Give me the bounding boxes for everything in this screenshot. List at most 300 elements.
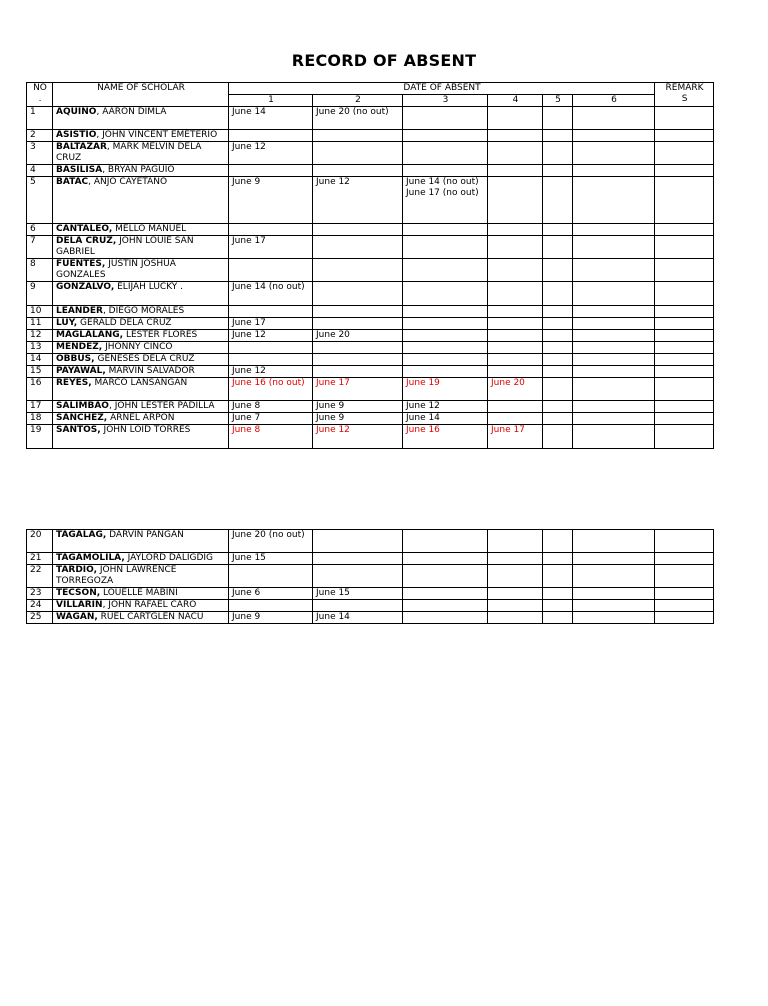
- scholar-first-name: JAYLORD DALIGDIG: [127, 553, 214, 563]
- table-row: [27, 366, 714, 378]
- absence-date-3: [403, 366, 488, 378]
- absence-date-4: [488, 342, 543, 354]
- absence-date-1: June 8: [229, 401, 313, 413]
- absence-date-1: June 15: [229, 553, 313, 565]
- absence-date-2: June 20: [313, 330, 403, 342]
- absence-date-3: June 19: [403, 378, 488, 401]
- absence-date-4: [488, 224, 543, 236]
- absence-date-1: [229, 306, 313, 318]
- scholar-last-name: WAGAN,: [56, 612, 98, 622]
- absence-date-5: [543, 282, 573, 306]
- absence-date-5: [543, 366, 573, 378]
- absence-date-6: [573, 378, 655, 401]
- scholar-last-name: PAYAWAL,: [56, 366, 106, 376]
- absence-date-2: [313, 165, 403, 177]
- scholar-name: [53, 425, 229, 449]
- absence-date-3: [403, 107, 488, 130]
- scholar-name: [53, 378, 229, 401]
- table-row: [27, 530, 714, 553]
- absence-date-1: [229, 224, 313, 236]
- absence-date-5: [543, 553, 573, 565]
- scholar-last-name: VILLARIN: [56, 600, 103, 610]
- scholar-name: [53, 530, 229, 553]
- scholar-last-name: BASILISA: [56, 165, 103, 175]
- absence-date-5: [543, 530, 573, 553]
- absence-date-4: [488, 588, 543, 600]
- absence-date-6: [573, 130, 655, 142]
- absence-date-6: [573, 425, 655, 449]
- table-row: [27, 413, 714, 425]
- remarks-cell: [655, 330, 714, 342]
- remarks-cell: [655, 530, 714, 553]
- absence-date-2: [313, 600, 403, 612]
- scholar-first-name: JOHN RAFAEL CARO: [108, 600, 197, 610]
- row-number: 15: [27, 366, 53, 378]
- scholar-name: [53, 366, 229, 378]
- absence-date-2: [313, 130, 403, 142]
- absence-date-3: [403, 600, 488, 612]
- absence-date-2: [313, 553, 403, 565]
- header-date-col-1: 1: [229, 95, 313, 107]
- absence-date-3: [403, 282, 488, 306]
- absence-date-2: [313, 236, 403, 259]
- absence-date-6: [573, 612, 655, 624]
- scholar-last-name: AQUINO: [56, 107, 97, 117]
- absence-date-5: [543, 565, 573, 588]
- absence-date-1: June 9: [229, 612, 313, 624]
- scholar-first-name: BRYAN PAGUIO: [107, 165, 175, 175]
- row-number: 9: [27, 282, 53, 306]
- scholar-first-name: LESTER FLORES: [125, 330, 198, 340]
- absence-date-5: [543, 107, 573, 130]
- scholar-first-name: JHONNY CINCO: [105, 342, 173, 352]
- absence-date-6: [573, 306, 655, 318]
- header-date-col-5: 5: [543, 95, 573, 107]
- scholar-name: [53, 565, 229, 588]
- absence-date-2: [313, 366, 403, 378]
- scholar-name: [53, 165, 229, 177]
- scholar-name: [53, 588, 229, 600]
- absence-date-3: [403, 612, 488, 624]
- absence-date-3: [403, 553, 488, 565]
- scholar-name: [53, 177, 229, 224]
- absence-date-4: [488, 130, 543, 142]
- absence-date-2: June 15: [313, 588, 403, 600]
- absence-date-1: [229, 259, 313, 282]
- table-row: [27, 565, 714, 588]
- remarks-cell: [655, 130, 714, 142]
- header-date-col-4: 4: [488, 95, 543, 107]
- absence-date-6: [573, 259, 655, 282]
- absence-date-2: June 9: [313, 413, 403, 425]
- absence-date-4: [488, 236, 543, 259]
- absence-date-5: [543, 236, 573, 259]
- absence-date-4: June 20: [488, 378, 543, 401]
- absence-date-5: [543, 259, 573, 282]
- remarks-cell: [655, 236, 714, 259]
- absence-table-continued: [26, 529, 714, 624]
- table-row: [27, 177, 714, 224]
- absence-date-4: [488, 354, 543, 366]
- absence-date-3: June 14 (no out) June 17 (no out): [403, 177, 488, 224]
- absence-date-6: [573, 342, 655, 354]
- scholar-name: [53, 354, 229, 366]
- name-separator: ,: [88, 177, 94, 187]
- row-number: 10: [27, 306, 53, 318]
- absence-date-5: [543, 224, 573, 236]
- table-row: [27, 259, 714, 282]
- scholar-last-name: CANTALEO,: [56, 224, 113, 234]
- absence-date-6: [573, 177, 655, 224]
- absence-date-1: June 12: [229, 142, 313, 165]
- absence-date-1: June 12: [229, 330, 313, 342]
- absence-date-3: June 14: [403, 413, 488, 425]
- header-date-col-6: 6: [573, 95, 655, 107]
- row-number: 2: [27, 130, 53, 142]
- name-separator: ,: [102, 600, 109, 610]
- scholar-name: [53, 142, 229, 165]
- scholar-first-name: MELLO MANUEL: [115, 224, 187, 234]
- remarks-cell: [655, 401, 714, 413]
- absence-date-1: June 7: [229, 413, 313, 425]
- remarks-cell: [655, 378, 714, 401]
- absence-date-5: [543, 177, 573, 224]
- name-separator: ,: [108, 401, 115, 411]
- absence-date-4: [488, 165, 543, 177]
- row-number: 5: [27, 177, 53, 224]
- absence-date-4: [488, 142, 543, 165]
- absence-date-1: [229, 600, 313, 612]
- absence-date-6: [573, 330, 655, 342]
- absence-date-1: June 8: [229, 425, 313, 449]
- absence-date-5: [543, 318, 573, 330]
- scholar-last-name: SALIMBAO: [56, 401, 109, 411]
- scholar-last-name: REYES,: [56, 378, 92, 388]
- scholar-first-name: LOUELLE MABINI: [103, 588, 178, 598]
- table-row: [27, 600, 714, 612]
- absence-date-3: [403, 130, 488, 142]
- absence-date-4: [488, 600, 543, 612]
- remarks-cell: [655, 342, 714, 354]
- absence-date-3: [403, 142, 488, 165]
- absence-date-4: [488, 366, 543, 378]
- absence-date-4: [488, 259, 543, 282]
- scholar-last-name: OBBUS,: [56, 354, 95, 364]
- absence-date-6: [573, 530, 655, 553]
- absence-date-4: June 17: [488, 425, 543, 449]
- absence-date-4: [488, 177, 543, 224]
- absence-date-3: [403, 224, 488, 236]
- scholar-name: [53, 413, 229, 425]
- scholar-last-name: MENDEZ,: [56, 342, 103, 352]
- absence-date-3: June 12: [403, 401, 488, 413]
- row-number: 17: [27, 401, 53, 413]
- absence-date-6: [573, 553, 655, 565]
- absence-date-6: [573, 165, 655, 177]
- absence-date-6: [573, 401, 655, 413]
- scholar-last-name: LEANDER: [56, 306, 103, 316]
- absence-date-3: [403, 354, 488, 366]
- remarks-cell: [655, 107, 714, 130]
- scholar-first-name: MARK MELVIN DELA CRUZ: [56, 142, 202, 163]
- scholar-last-name: LUY,: [56, 318, 78, 328]
- absence-date-1: [229, 342, 313, 354]
- row-number: 16: [27, 378, 53, 401]
- absence-date-4: [488, 306, 543, 318]
- absence-date-6: [573, 588, 655, 600]
- scholar-last-name: MAGLALANG,: [56, 330, 124, 340]
- row-number: 13: [27, 342, 53, 354]
- row-number: 14: [27, 354, 53, 366]
- scholar-last-name: TAGALAG,: [56, 530, 107, 540]
- absence-date-6: [573, 224, 655, 236]
- scholar-name: [53, 612, 229, 624]
- scholar-name: [53, 553, 229, 565]
- table-row: [27, 142, 714, 165]
- absence-date-5: [543, 306, 573, 318]
- table-row: [27, 236, 714, 259]
- row-number: 20: [27, 530, 53, 553]
- absence-date-1: June 16 (no out): [229, 378, 313, 401]
- scholar-first-name: JOHN VINCENT EMETERIO: [102, 130, 218, 140]
- table-row: [27, 282, 714, 306]
- scholar-last-name: BATAC: [56, 177, 89, 187]
- scholar-name: [53, 342, 229, 354]
- page-title: RECORD OF ABSENT: [291, 51, 477, 70]
- absence-date-4: [488, 530, 543, 553]
- absence-date-5: [543, 425, 573, 449]
- scholar-name: [53, 224, 229, 236]
- scholar-last-name: ASISTIO: [56, 130, 97, 140]
- scholar-name: [53, 401, 229, 413]
- scholar-last-name: TECSON,: [56, 588, 101, 598]
- absence-date-2: [313, 565, 403, 588]
- row-number: 25: [27, 612, 53, 624]
- absence-date-3: [403, 259, 488, 282]
- absence-date-3: June 16: [403, 425, 488, 449]
- header-no: NO .: [27, 83, 53, 107]
- remarks-cell: [655, 588, 714, 600]
- remarks-cell: [655, 177, 714, 224]
- table-row: [27, 165, 714, 177]
- absence-date-3: [403, 588, 488, 600]
- absence-date-4: [488, 553, 543, 565]
- absence-date-5: [543, 330, 573, 342]
- absence-date-2: [313, 259, 403, 282]
- absence-date-2: [313, 530, 403, 553]
- remarks-cell: [655, 224, 714, 236]
- scholar-first-name: JOHN LOUIE SAN GABRIEL: [56, 236, 194, 257]
- absence-table: [26, 82, 714, 449]
- absence-date-6: [573, 318, 655, 330]
- scholar-name: [53, 330, 229, 342]
- absence-date-2: [313, 224, 403, 236]
- absence-date-5: [543, 413, 573, 425]
- absence-date-3: [403, 342, 488, 354]
- remarks-cell: [655, 366, 714, 378]
- absence-date-4: [488, 612, 543, 624]
- table-row: [27, 130, 714, 142]
- remarks-cell: [655, 318, 714, 330]
- table-row: [27, 425, 714, 449]
- absence-date-5: [543, 165, 573, 177]
- absence-date-6: [573, 413, 655, 425]
- absence-date-1: June 6: [229, 588, 313, 600]
- absence-date-2: [313, 142, 403, 165]
- absence-date-2: June 17: [313, 378, 403, 401]
- absence-date-5: [543, 354, 573, 366]
- scholar-first-name: MARVIN SALVADOR: [108, 366, 195, 376]
- scholar-first-name: JUSTIN JOSHUA GONZALES: [56, 259, 176, 280]
- row-number: 1: [27, 107, 53, 130]
- scholar-first-name: GERALD DELA CRUZ: [80, 318, 172, 328]
- scholar-first-name: JOHN LAWRENCE TORREGOZA: [56, 565, 177, 586]
- absence-date-1: June 17: [229, 236, 313, 259]
- absence-date-4: [488, 318, 543, 330]
- table-row: [27, 107, 714, 130]
- absence-date-2: June 12: [313, 425, 403, 449]
- absence-date-4: [488, 401, 543, 413]
- absence-date-6: [573, 600, 655, 612]
- table-row: [27, 342, 714, 354]
- name-separator: ,: [102, 306, 109, 316]
- absence-date-4: [488, 413, 543, 425]
- remarks-cell: [655, 413, 714, 425]
- absence-date-2: June 14: [313, 612, 403, 624]
- table-row: [27, 401, 714, 413]
- absence-date-2: [313, 354, 403, 366]
- scholar-first-name: MARCO LANSANGAN: [94, 378, 188, 388]
- scholar-name: [53, 318, 229, 330]
- row-number: 7: [27, 236, 53, 259]
- name-separator: ,: [96, 130, 103, 140]
- row-number: 23: [27, 588, 53, 600]
- absence-date-3: [403, 236, 488, 259]
- table-row: [27, 318, 714, 330]
- absence-date-1: [229, 165, 313, 177]
- row-number: 21: [27, 553, 53, 565]
- scholar-last-name: DELA CRUZ,: [56, 236, 117, 246]
- row-number: 12: [27, 330, 53, 342]
- table-row: [27, 612, 714, 624]
- scholar-name: [53, 107, 229, 130]
- absence-date-5: [543, 130, 573, 142]
- scholar-name: [53, 282, 229, 306]
- remarks-cell: [655, 142, 714, 165]
- row-number: 8: [27, 259, 53, 282]
- remarks-cell: [655, 354, 714, 366]
- scholar-last-name: FUENTES,: [56, 259, 106, 269]
- scholar-first-name: ELIJAH LUCKY .: [117, 282, 183, 292]
- scholar-first-name: RUEL CARTGLEN NACU: [100, 612, 204, 622]
- absence-date-1: June 14 (no out): [229, 282, 313, 306]
- remarks-cell: [655, 553, 714, 565]
- header-name: NAME OF SCHOLAR: [53, 83, 229, 107]
- remarks-cell: [655, 259, 714, 282]
- scholar-first-name: JOHN LESTER PADILLA: [114, 401, 215, 411]
- absence-date-3: [403, 165, 488, 177]
- absence-date-1: June 14: [229, 107, 313, 130]
- scholar-name: [53, 600, 229, 612]
- absence-date-1: June 17: [229, 318, 313, 330]
- scholar-name: [53, 130, 229, 142]
- header-date-col-2: 2: [313, 95, 403, 107]
- remarks-cell: [655, 600, 714, 612]
- absence-date-2: June 20 (no out): [313, 107, 403, 130]
- absence-date-3: [403, 530, 488, 553]
- remarks-cell: [655, 612, 714, 624]
- absence-date-6: [573, 236, 655, 259]
- absence-date-3: [403, 330, 488, 342]
- row-number: 6: [27, 224, 53, 236]
- table-row: [27, 588, 714, 600]
- scholar-first-name: ARNEL ARPON: [110, 413, 175, 423]
- table-row: [27, 224, 714, 236]
- scholar-last-name: TARDIO,: [56, 565, 98, 575]
- absence-date-2: June 12: [313, 177, 403, 224]
- row-number: 19: [27, 425, 53, 449]
- table-row: [27, 330, 714, 342]
- absence-date-4: [488, 330, 543, 342]
- absence-date-3: [403, 565, 488, 588]
- absence-date-1: June 20 (no out): [229, 530, 313, 553]
- scholar-last-name: GONZALVO,: [56, 282, 115, 292]
- absence-date-1: [229, 130, 313, 142]
- absence-date-5: [543, 378, 573, 401]
- scholar-last-name: TAGAMOLILA,: [56, 553, 125, 563]
- table-row: [27, 553, 714, 565]
- name-separator: ,: [102, 165, 108, 175]
- row-number: 22: [27, 565, 53, 588]
- remarks-cell: [655, 565, 714, 588]
- scholar-first-name: ANJO CAYETANO: [93, 177, 168, 187]
- header-date-col-3: 3: [403, 95, 488, 107]
- absence-date-2: June 9: [313, 401, 403, 413]
- absence-date-5: [543, 142, 573, 165]
- absence-date-4: [488, 282, 543, 306]
- row-number: 11: [27, 318, 53, 330]
- absence-date-2: [313, 342, 403, 354]
- header-remarks: REMARK S: [655, 83, 714, 107]
- row-number: 24: [27, 600, 53, 612]
- absence-date-1: [229, 354, 313, 366]
- scholar-name: [53, 236, 229, 259]
- table-row: [27, 354, 714, 366]
- scholar-first-name: DIEGO MORALES: [108, 306, 185, 316]
- scholar-first-name: GENESES DELA CRUZ: [97, 354, 195, 364]
- absence-date-5: [543, 342, 573, 354]
- scholar-first-name: AARON DIMLA: [102, 107, 167, 117]
- absence-date-6: [573, 565, 655, 588]
- absence-date-6: [573, 107, 655, 130]
- absence-date-4: [488, 107, 543, 130]
- name-separator: ,: [96, 107, 103, 117]
- scholar-name: [53, 259, 229, 282]
- header-date-of-absent: DATE OF ABSENT: [229, 83, 655, 95]
- absence-date-2: [313, 318, 403, 330]
- scholar-name: [53, 306, 229, 318]
- absence-date-5: [543, 612, 573, 624]
- remarks-cell: [655, 165, 714, 177]
- scholar-last-name: SANCHEZ,: [56, 413, 108, 423]
- absence-date-1: June 9: [229, 177, 313, 224]
- absence-date-1: June 12: [229, 366, 313, 378]
- absence-date-6: [573, 142, 655, 165]
- absence-date-3: [403, 318, 488, 330]
- absence-date-2: [313, 306, 403, 318]
- row-number: 4: [27, 165, 53, 177]
- scholar-first-name: JOHN LOID TORRES: [103, 425, 191, 435]
